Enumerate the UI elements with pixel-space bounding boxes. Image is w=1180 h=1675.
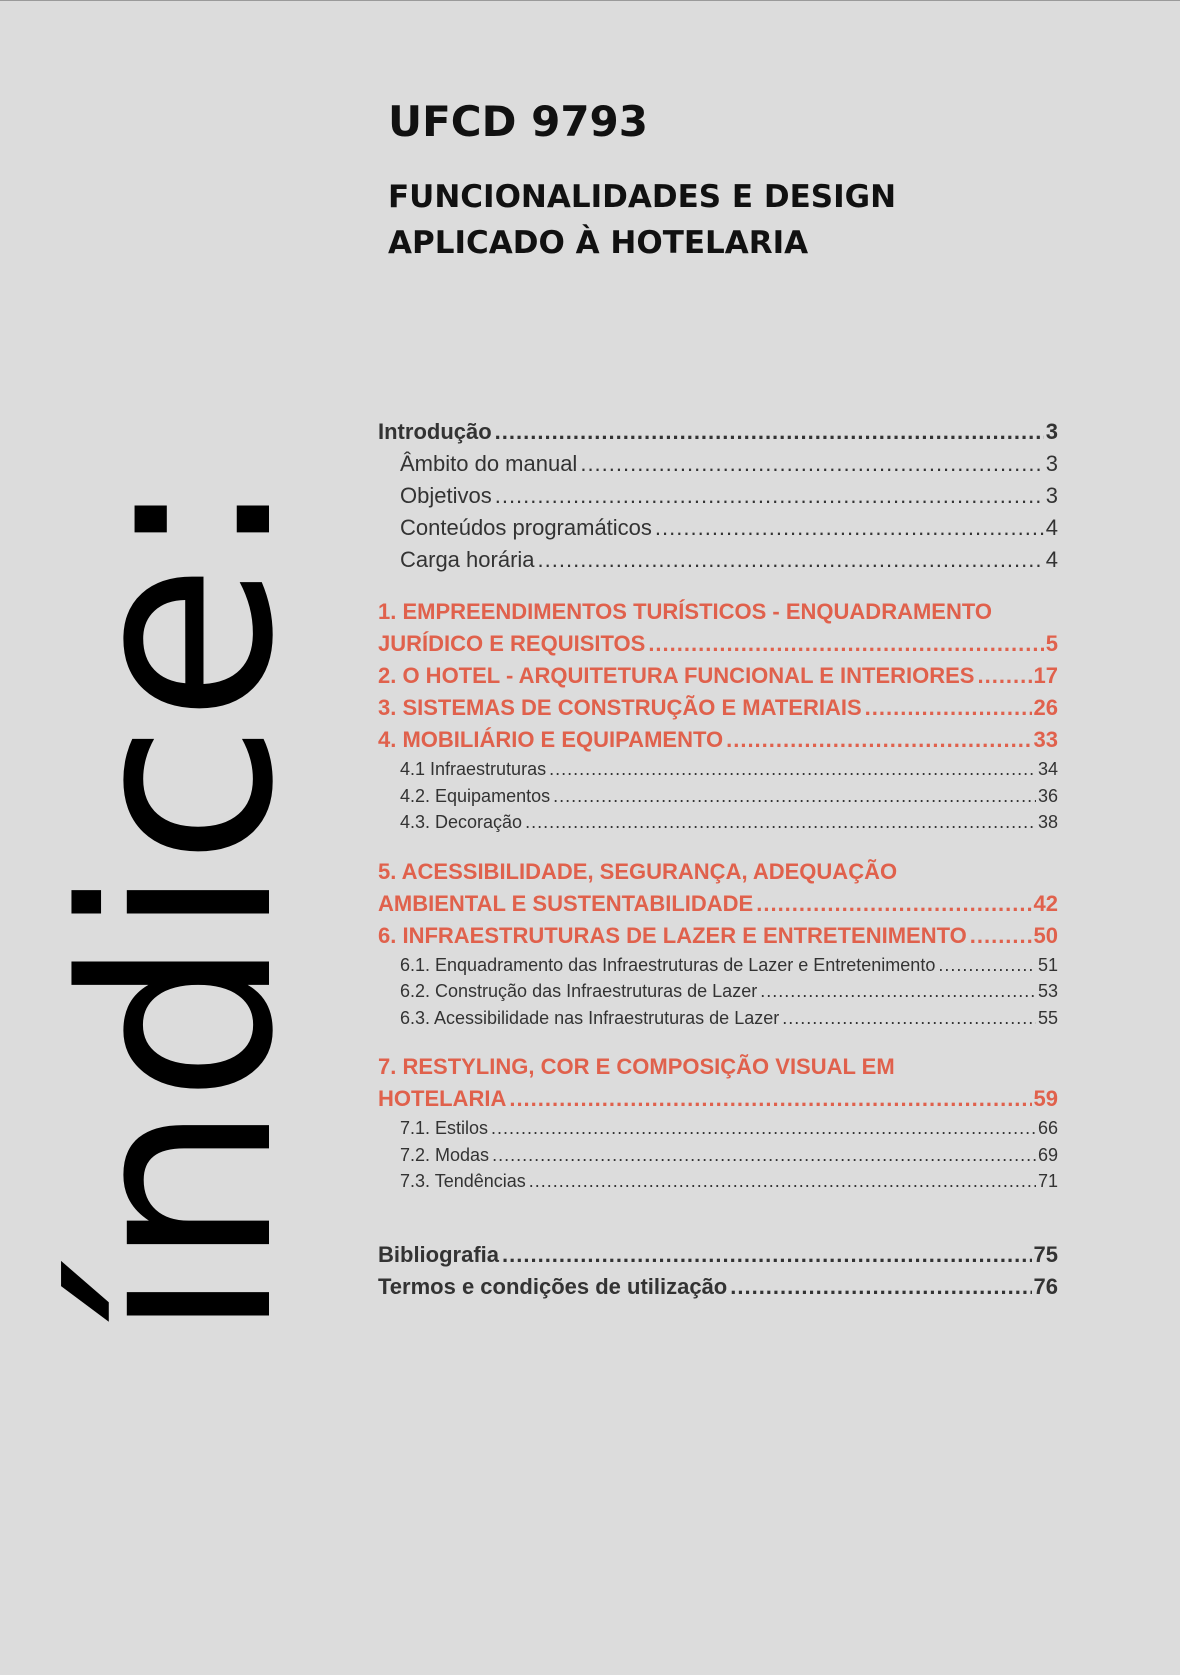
course-code: UFCD 9793: [388, 97, 648, 146]
toc-entry[interactable]: Conteúdos programáticos ..... 4: [378, 512, 1058, 544]
toc-entry-intro[interactable]: Introdução ..... 3: [378, 416, 1058, 448]
toc-entry[interactable]: Carga horária ..... 4: [378, 544, 1058, 576]
side-label-container: [29, 475, 331, 1340]
table-of-contents: [378, 416, 1058, 1303]
document-header: [388, 92, 1088, 266]
toc-entry-bibliography[interactable]: Bibliografia ..... 75: [378, 1239, 1058, 1271]
side-label: índice:: [29, 475, 331, 1340]
toc-entry[interactable]: Objetivos ..... 3: [378, 480, 1058, 512]
course-title: FUNCIONALIDADES E DESIGN APLICADO À HOTELARIA: [388, 179, 897, 261]
toc-chapter-2[interactable]: 2. O HOTEL - ARQUITETURA FUNCIONAL E INTERIORES ..... 17: [378, 660, 1058, 692]
toc-subentry[interactable]: 6.2. Construção das Infraestruturas de Lazer ..... 53: [378, 978, 1058, 1005]
toc-subentry[interactable]: 6.1. Enquadramento das Infraestruturas de Lazer e Entretenimento ..... 51: [378, 952, 1058, 979]
toc-entry-terms[interactable]: Termos e condições de utilização ..... 76: [378, 1271, 1058, 1303]
toc-subentry[interactable]: 4.2. Equipamentos ..... 36: [378, 783, 1058, 810]
toc-chapter-3[interactable]: 3. SISTEMAS DE CONSTRUÇÃO E MATERIAIS ..... 26: [378, 692, 1058, 724]
toc-chapter-7[interactable]: HOTELARIA ..... 59: [378, 1083, 1058, 1115]
toc-subentry[interactable]: 7.1. Estilos ..... 66: [378, 1115, 1058, 1142]
toc-chapter-7-line1[interactable]: 7. RESTYLING, COR E COMPOSIÇÃO VISUAL EM: [378, 1054, 895, 1079]
toc-chapter-1[interactable]: JURÍDICO E REQUISITOS ..... 5: [378, 628, 1058, 660]
toc-chapter-5[interactable]: AMBIENTAL E SUSTENTABILIDADE ..... 42: [378, 888, 1058, 920]
toc-chapter-1-line1[interactable]: 1. EMPREENDIMENTOS TURÍSTICOS - ENQUADRAMENTO: [378, 599, 993, 624]
toc-subentry[interactable]: 4.3. Decoração ..... 38: [378, 809, 1058, 836]
toc-entry[interactable]: Âmbito do manual ..... 3: [378, 448, 1058, 480]
toc-chapter-5-line1[interactable]: 5. ACESSIBILIDADE, SEGURANÇA, ADEQUAÇÃO: [378, 858, 898, 884]
toc-chapter-6[interactable]: 6. INFRAESTRUTURAS DE LAZER E ENTRETENIMENTO ..... 50: [378, 920, 1058, 952]
toc-subentry[interactable]: 6.3. Acessibilidade nas Infraestruturas de Lazer ..... 55: [378, 1005, 1058, 1032]
toc-subentry[interactable]: 4.1 Infraestruturas ..... 34: [378, 756, 1058, 783]
toc-chapter-4[interactable]: 4. MOBILIÁRIO E EQUIPAMENTO ..... 33: [378, 724, 1058, 756]
top-border: [0, 0, 1180, 1]
toc-subentry[interactable]: 7.3. Tendências ..... 71: [378, 1168, 1058, 1195]
toc-subentry[interactable]: 7.2. Modas ..... 69: [378, 1142, 1058, 1169]
